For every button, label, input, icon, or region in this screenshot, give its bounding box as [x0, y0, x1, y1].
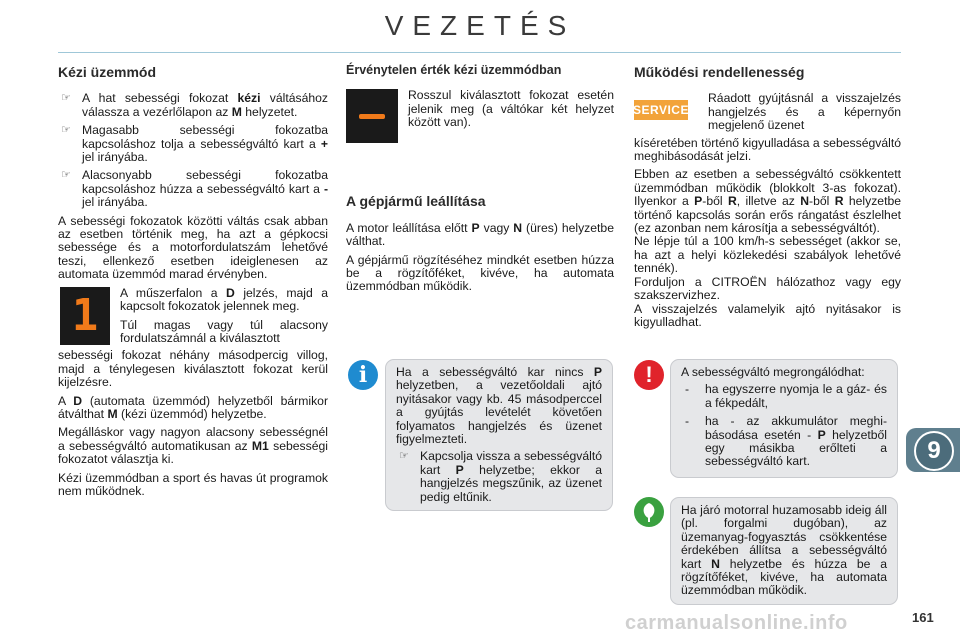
list-item: - ha - az akkumulátor meghibásodása esetén - P helyzetből egy másikba erőlteti a sebességváltó kart.	[685, 414, 887, 469]
paragraph: Rosszul kiválasztott fokozat esetén jelenik meg (a váltókar két helyzet között van).	[408, 88, 614, 130]
list-item: ☞ A hat sebességi fokozat kézi váltásához válassza a vezérlőlapon az M helyzetet.	[61, 91, 329, 119]
page-number: 161	[912, 610, 934, 625]
paragraph: Megálláskor vagy nagyon alacsony sebességnél a sebességváltó automatikusan az M1 sebességi fokozatot választja ki.	[58, 425, 328, 467]
paragraph: Ebben az esetben a sebességváltó csökkentett üzemmódban működik (blokkolt 3-as fokozat). Ilyenkor a P-ből R, illetve az N-ből R helyzetbe történő kapcsolás során erős rángatást észlelhet (ez azonban nem károsítja a sebességváltót).	[634, 167, 902, 236]
eco-leaf-icon	[634, 497, 664, 527]
paragraph: Kézi üzemmódban a sport és havas út programok nem működnek.	[58, 470, 328, 498]
paragraph: A motor leállítása előtt P vagy N (üres) helyzetbe válthat.	[346, 220, 614, 249]
column-manual-mode	[58, 62, 328, 503]
list-item: ☞ Kapcsolja vissza a sebességváltó kart P helyzetbe; ekkor a hangjelzés megszűnik, az üzenet pedig eltűnik.	[399, 449, 603, 504]
hand-pointer-icon: ☞	[61, 92, 71, 105]
hand-pointer-icon: ☞	[61, 169, 71, 182]
watermark: carmanualsonline.info	[625, 612, 848, 634]
paragraph: kíséretében történő kigyulladása a sebességváltó meghibásodását jelzi.	[634, 135, 901, 164]
hand-pointer-icon: ☞	[61, 124, 71, 137]
service-note	[634, 92, 901, 132]
paragraph: A sebességi fokozatok közötti váltás csak abban az esetben történik meg, ha azt a gépkocsi sebessége és a motorfordulatszám lehetővé teszi, ellenkező esetben ideiglenesen az automata üzemmód marad érvényben.	[58, 213, 328, 282]
chapter-number[interactable]: 9	[914, 431, 954, 471]
paragraph: Túl magas vagy túl alacsony fordulatszámnál a kiválasztott	[120, 317, 328, 345]
warning-icon: !	[634, 360, 664, 390]
info-box: Ha a sebességváltó kar nincs P helyzetben, a vezetőoldali ajtó nyitásakor vagy kb. 45 másodperccel a gyújtás levételét követően folyamatos hangjelzés és üzenet figyelmezteti. ☞ Kapcsolja vissza a sebességváltó kart P helyzetbe; ekkor a hangjelzés megszűnik, az üzenet pedig eltűnik.	[385, 359, 613, 511]
list-item: - ha egyszerre nyomja le a gáz- és a fékpedált,	[685, 382, 887, 410]
page-title: VEZETÉS	[384, 10, 576, 41]
section-heading-vehicle-stop: A gépjármű leállítása	[346, 193, 486, 210]
service-warning-icon: SERVICE	[634, 100, 688, 120]
paragraph: A visszajelzés valamelyik ajtó nyitásakor is kigyulladhat.	[634, 301, 901, 329]
paragraph: Ráadott gyújtásnál a visszajelzés hangjelzés és a képernyőn megjelenő üzenet	[708, 91, 901, 133]
info-icon: i	[348, 360, 378, 390]
paragraph: Forduljon a CITROËN hálózathoz vagy egy szakszervizhez.	[634, 274, 901, 303]
gear-display-icon: 1	[60, 287, 110, 345]
title-divider	[58, 52, 901, 53]
paragraph: A gépjármű rögzítéséhez mindkét esetben húzza be a rögzítőféket, kivéve, ha automata üzemmódban működik.	[346, 252, 614, 294]
section-heading-invalid-value: Érvénytelen érték kézi üzemmódban	[346, 63, 562, 77]
paragraph: A D (automata üzemmód) helyzetből bármikor átválthat M (kézi üzemmód) helyzetbe.	[58, 393, 328, 421]
column-invalid-and-stop	[346, 62, 614, 299]
display-note	[58, 287, 328, 346]
list-item: ☞ Alacsonyabb sebességi fokozatba kapcsoláshoz húzza a sebességváltó kart a - jel irányába.	[61, 168, 328, 210]
section-heading-manual-mode: Kézi üzemmód	[58, 64, 157, 80]
paragraph: sebességi fokozat néhány másodpercig villog, majd a ténylegesen kiválasztott fokozat kerül kijelzésre.	[58, 348, 328, 390]
hand-pointer-icon: ☞	[399, 450, 409, 463]
column-malfunction	[634, 62, 901, 334]
list-item: ☞ Magasabb sebességi fokozatba kapcsoláshoz tolja a sebességváltó kart a + jel irányába.	[61, 123, 328, 165]
invalid-gear-display-icon	[346, 89, 398, 143]
eco-box: Ha járó motorral huzamosabb ideig áll (pl. forgalmi dugóban), az üzemanyag-fogyasztás csökkentése érdekében állítsa a sebességváltó kart N helyzetbe és húzza be a rögzítőféket, kivéve, ha automata üzemmódban működik.	[670, 497, 898, 605]
section-heading-malfunction: Működési rendellenesség	[634, 64, 805, 80]
paragraph: A műszerfalon a D jelzés, majd a kapcsolt fokozatok jelennek meg.	[120, 285, 328, 314]
paragraph: Ne lépje túl a 100 km/h-s sebességet (akkor se, ha azt a helyi közlekedési szabályok lehetővé tennék).	[634, 234, 901, 276]
warning-box: A sebességváltó megrongálódhat: - ha egyszerre nyomja le a gáz- és a fékpedált, - ha - az akkumulátor meghibásodása esetén - P helyzetből egy másikba erőlteti a sebességváltó kart.	[670, 359, 898, 478]
display-note	[346, 89, 614, 143]
